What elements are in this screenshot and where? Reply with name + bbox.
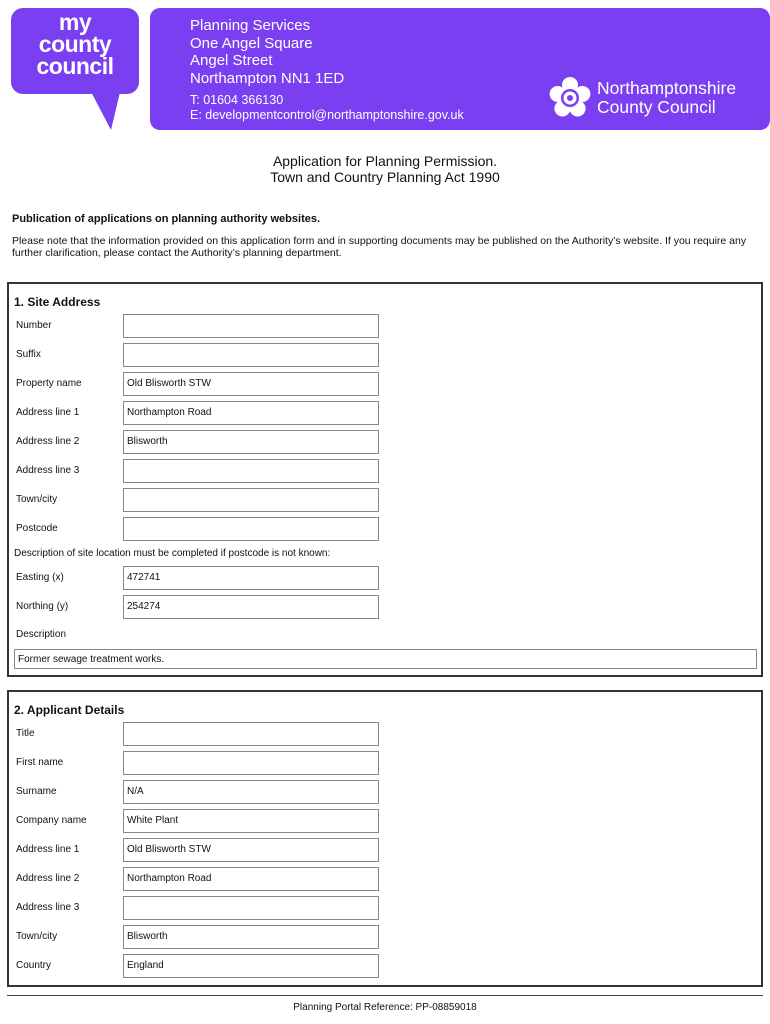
phone-number: T: 01604 366130 [190,93,284,107]
postal-address [190,17,344,87]
field-applicant-address-line-3 [9,896,409,920]
field-surname [9,780,409,804]
field-title [9,722,409,746]
logo-line-council: council [36,53,114,79]
field-label: Postcode [16,523,58,534]
field-town-city [9,488,409,512]
field-country [9,954,409,978]
field-label: Address line 1 [16,844,80,855]
number-input[interactable] [123,314,379,338]
first-name-input[interactable] [123,751,379,775]
field-label: Town/city [16,931,58,942]
ncc-wordmark [597,79,736,117]
easting-input[interactable]: 472741 [123,566,379,590]
field-label: Address line 2 [16,873,80,884]
applicant-address-line-1-input[interactable]: Old Blisworth STW [123,838,379,862]
field-applicant-address-line-2 [9,867,409,891]
description-label: Description [16,629,67,640]
logo-line-my: my [58,9,92,35]
field-address-line-1 [9,401,409,425]
site-address-section [7,282,763,677]
field-easting [9,566,409,590]
email-address[interactable]: E: developmentcontrol@northamptonshire.gov.uk [190,108,464,122]
form-title-line-2: Town and Country Planning Act 1990 [270,169,500,185]
address-line-3: Angel Street [190,52,273,69]
field-suffix [9,343,409,367]
address-line-3-input[interactable] [123,459,379,483]
field-label: Property name [16,378,82,389]
field-address-line-2 [9,430,409,454]
field-label: Surname [16,786,57,797]
property-name-input[interactable]: Old Blisworth STW [123,372,379,396]
field-label: Address line 2 [16,436,80,447]
field-label: Number [16,320,52,331]
northamptonshire-logo [548,76,760,120]
org-name-line-2: County Council [597,97,716,117]
field-property-name [9,372,409,396]
field-address-line-3 [9,459,409,483]
title-input[interactable] [123,722,379,746]
section-title: 2. Applicant Details [14,703,125,717]
field-number [9,314,409,338]
field-label: First name [16,757,64,768]
section-title: 1. Site Address [14,295,101,309]
logo-text [11,11,139,77]
form-title-line-1: Application for Planning Permission. [272,153,498,169]
surname-input[interactable]: N/A [123,780,379,804]
field-label: Address line 3 [16,902,80,913]
field-label: Country [16,960,52,971]
field-label: Suffix [16,349,41,360]
address-line-2-input[interactable]: Blisworth [123,430,379,454]
field-label: Town/city [16,494,58,505]
publication-text: Please note that the information provided on this application form and in supporting documents may be published on the Authority’s website. If you require any further clarification, please contact the Authority’s planning department. [12,235,747,259]
field-postcode [9,517,409,541]
form-title [0,153,770,185]
address-line-1: Planning Services [190,17,311,34]
my-county-council-logo [11,8,139,133]
suffix-input[interactable] [123,343,379,367]
applicant-address-line-3-input[interactable] [123,896,379,920]
company-name-input[interactable]: White Plant [123,809,379,833]
field-label: Address line 1 [16,407,80,418]
publication-heading: Publication of applications on planning authority websites. [12,213,321,225]
header-band [150,8,770,130]
description-input[interactable]: Former sewage treatment works. [14,649,757,669]
field-first-name [9,751,409,775]
address-line-2: One Angel Square [190,34,313,52]
address-line-1-input[interactable]: Northampton Road [123,401,379,425]
portal-reference: Planning Portal Reference: PP-08859018 [293,1002,477,1013]
country-input[interactable]: England [123,954,379,978]
field-northing [9,595,409,619]
field-label: Company name [16,815,87,826]
footer-divider [7,995,763,996]
postcode-input[interactable] [123,517,379,541]
field-company-name [9,809,409,833]
field-label: Northing (y) [16,601,69,612]
field-label: Title [16,728,35,739]
rose-icon [548,76,592,120]
field-label: Address line 3 [16,465,80,476]
logo-line-county: county [38,31,112,57]
northing-input[interactable]: 254274 [123,595,379,619]
town-city-input[interactable] [123,488,379,512]
contact-details [190,93,464,123]
field-label: Easting (x) [16,572,64,583]
location-note: Description of site location must be completed if postcode is not known: [14,548,331,559]
applicant-details-section [7,690,763,987]
org-name-line-1: Northamptonshire [597,78,737,98]
applicant-town-city-input[interactable]: Blisworth [123,925,379,949]
field-applicant-town-city [9,925,409,949]
applicant-address-line-2-input[interactable]: Northampton Road [123,867,379,891]
field-applicant-address-line-1 [9,838,409,862]
address-line-4: Northampton NN1 1ED [190,69,345,87]
